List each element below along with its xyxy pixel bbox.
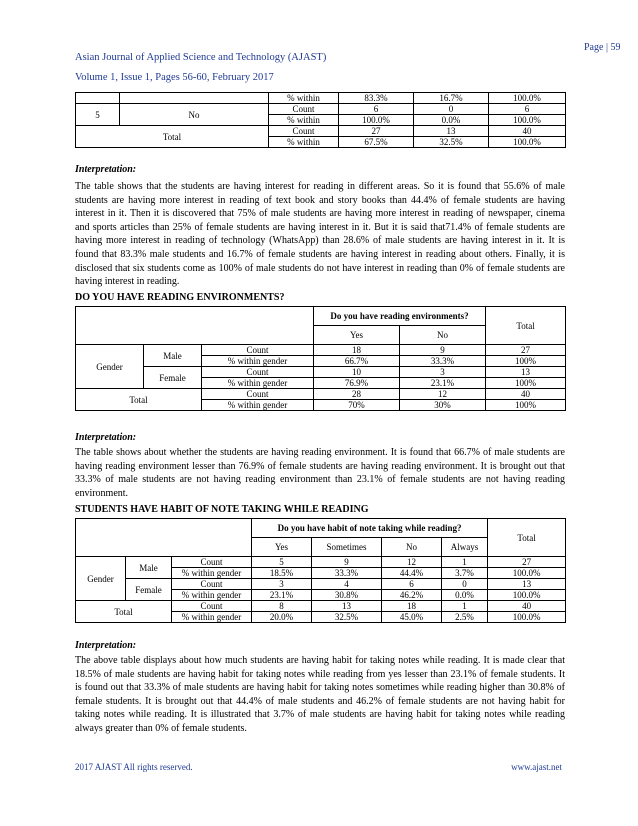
interpretation-paragraph: The table shows about whether the students are having reading environment. It is found that 66.7% of male students are having reading environment lesser than 76.9% of female students are having reading environment. It is brought out that 33.3% of male students are not having reading environment than 23.1% of female students are not having reading environment. [75, 447, 565, 499]
table-cell: 13 [312, 601, 382, 612]
column-header: No [400, 326, 486, 345]
total-label: Total [76, 126, 269, 148]
table-cell [76, 93, 120, 104]
table-cell: 23.1% [400, 378, 486, 389]
row-label: Female [126, 579, 172, 601]
interpretation-heading: Interpretation: [75, 164, 137, 175]
row-group-label: Gender [76, 345, 144, 389]
table-cell: 27 [488, 557, 566, 568]
table-cell: % within gender [172, 568, 252, 579]
table-cell: Count [202, 367, 314, 378]
table-cell: 6 [339, 104, 414, 115]
table-cell: 32.5% [414, 137, 489, 148]
table-cell: % within gender [202, 378, 314, 389]
table-row [76, 601, 566, 612]
table-cell: 18.5% [252, 568, 312, 579]
table-cell: 13 [486, 367, 566, 378]
table-cell: 100.0% [488, 612, 566, 623]
table-cell: 2.5% [442, 612, 488, 623]
table-cell: 6 [382, 579, 442, 590]
table-cell: Count [172, 557, 252, 568]
table-cell: Count [172, 601, 252, 612]
table-cell: 40 [488, 601, 566, 612]
column-header: Always [442, 538, 488, 557]
table-cell: 5 [252, 557, 312, 568]
row-number: 5 [76, 104, 120, 126]
total-label: Total [76, 601, 172, 623]
table-cell: 76.9% [314, 378, 400, 389]
website-link[interactable]: www.ajast.net [511, 762, 562, 772]
table-cell: % within gender [172, 590, 252, 601]
interpretation-heading: Interpretation: [75, 640, 137, 651]
table-cell: 12 [382, 557, 442, 568]
table-cell: Count [202, 389, 314, 400]
table-cell: 40 [489, 126, 566, 137]
table-cell: Count [202, 345, 314, 356]
table-cell: 44.4% [382, 568, 442, 579]
table-cell: 0.0% [442, 590, 488, 601]
table-cell: 33.3% [400, 356, 486, 367]
table-cell: 32.5% [312, 612, 382, 623]
table-row [76, 519, 566, 538]
table-cell: 0.0% [414, 115, 489, 126]
table-cell: % within gender [172, 612, 252, 623]
note-taking-table [75, 518, 566, 623]
table-cell: 83.3% [339, 93, 414, 104]
table-cell: 46.2% [382, 590, 442, 601]
table-cell: 0 [414, 104, 489, 115]
section-title: STUDENTS HAVE HABIT OF NOTE TAKING WHILE READING [75, 504, 369, 515]
column-header: Do you have reading environments? [314, 307, 486, 326]
table-cell: % within gender [202, 356, 314, 367]
table-cell: 3 [252, 579, 312, 590]
table-cell: 3.7% [442, 568, 488, 579]
table-cell: 100.0% [489, 93, 566, 104]
table-cell: 0 [442, 579, 488, 590]
table-row [76, 389, 566, 400]
table-cell: Count [269, 126, 339, 137]
journal-title: Asian Journal of Applied Science and Technology (AJAST) [75, 52, 327, 63]
table-cell: 30% [400, 400, 486, 411]
copyright-footer: 2017 AJAST All rights reserved. [75, 762, 193, 772]
table-cell: 18 [314, 345, 400, 356]
table-cell: 9 [312, 557, 382, 568]
table-row [76, 557, 566, 568]
table-cell: 23.1% [252, 590, 312, 601]
table-cell: 18 [382, 601, 442, 612]
row-label: Female [144, 367, 202, 389]
table-row [76, 126, 566, 137]
table-cell: 66.7% [314, 356, 400, 367]
column-header: Do you have habit of note taking while reading? [252, 519, 488, 538]
table-cell: 30.8% [312, 590, 382, 601]
table-cell: 27 [486, 345, 566, 356]
volume-info: Volume 1, Issue 1, Pages 56-60, February 2017 [75, 72, 274, 83]
interpretation-heading: Interpretation: [75, 432, 137, 443]
column-header: Total [486, 307, 566, 345]
table-cell [76, 519, 252, 557]
table-cell: 12 [400, 389, 486, 400]
column-header: No [382, 538, 442, 557]
table-cell: 6 [489, 104, 566, 115]
table-cell: 1 [442, 601, 488, 612]
table-cell: 3 [400, 367, 486, 378]
column-header: Total [488, 519, 566, 557]
column-header: Yes [252, 538, 312, 557]
interpretation-paragraph: The table shows that the students are having interest for reading in different areas. So it is found that 55.6% of male students are having more interest in reading of text book and story books than 44.4% of female students are having interest in it. Then it is discovered that 75% of male students are having more interest in reading of newspaper, cinema and sports articles than 25% of female students are having interest in it. But it is said that71.4% of female students are having more interest in reading of technology (WhatsApp) than 28.6% of male students are having interest in it. It is found that 83.3% male students and 16.7% of female students are having interest in reading about others. Finally, it is disclosed that six students come as 100% of male students do not have interest in reading than 0% of female students are having interest in reading. [75, 181, 565, 288]
table-cell: % within [269, 115, 339, 126]
table-cell: 28 [314, 389, 400, 400]
interpretation-paragraph: The above table displays about how much students are having habit for taking notes while reading. It is made clear that 18.5% of male students are having habit for taking notes while reading from yes lesser than 23.1% of female students. It is found out that 33.3% of male students are having habit for taking notes sometimes while reading higher than 30.8% of female students. It is brought out that 44.4% of male students and 46.2% of female students are not having habit for taking notes while reading. It is illustrated that 3.7% of male students are having habit for taking notes while reading always greater than 0% of female students. [75, 655, 565, 734]
table-cell: 100.0% [489, 115, 566, 126]
row-label: Male [126, 557, 172, 579]
reading-environment-table [75, 306, 566, 411]
table-cell: Count [269, 104, 339, 115]
table-cell [120, 93, 269, 104]
table-cell: 20.0% [252, 612, 312, 623]
table-cell: 4 [312, 579, 382, 590]
table-cell: 100% [486, 356, 566, 367]
total-label: Total [76, 389, 202, 411]
table-cell: 100.0% [488, 590, 566, 601]
table-cell: 33.3% [312, 568, 382, 579]
row-label: No [120, 104, 269, 126]
table-cell: 27 [339, 126, 414, 137]
table-cell: 67.5% [339, 137, 414, 148]
row-group-label: Gender [76, 557, 126, 601]
table-cell: 8 [252, 601, 312, 612]
row-label: Male [144, 345, 202, 367]
table-cell: 100.0% [489, 137, 566, 148]
column-header: Sometimes [312, 538, 382, 557]
interest-table-continuation [75, 92, 566, 148]
table-cell: 1 [442, 557, 488, 568]
table-cell: % within [269, 93, 339, 104]
table-row [76, 345, 566, 356]
section-title: DO YOU HAVE READING ENVIRONMENTS? [75, 292, 285, 303]
table-cell: % within [269, 137, 339, 148]
table-row [76, 367, 566, 378]
table-cell: 70% [314, 400, 400, 411]
table-cell: 16.7% [414, 93, 489, 104]
table-cell: 100.0% [488, 568, 566, 579]
table-cell: 100.0% [339, 115, 414, 126]
table-cell: 10 [314, 367, 400, 378]
table-cell: 13 [414, 126, 489, 137]
table-row [76, 104, 566, 115]
table-row [76, 579, 566, 590]
table-cell: 100% [486, 378, 566, 389]
table-cell: 40 [486, 389, 566, 400]
page-number: Page | 59 [584, 42, 621, 53]
table-cell: % within gender [202, 400, 314, 411]
table-cell: 9 [400, 345, 486, 356]
table-cell: 45.0% [382, 612, 442, 623]
table-row [76, 307, 566, 326]
table-cell: 13 [488, 579, 566, 590]
table-cell: 100% [486, 400, 566, 411]
table-row [76, 93, 566, 104]
table-cell: Count [172, 579, 252, 590]
column-header: Yes [314, 326, 400, 345]
table-cell [76, 307, 314, 345]
